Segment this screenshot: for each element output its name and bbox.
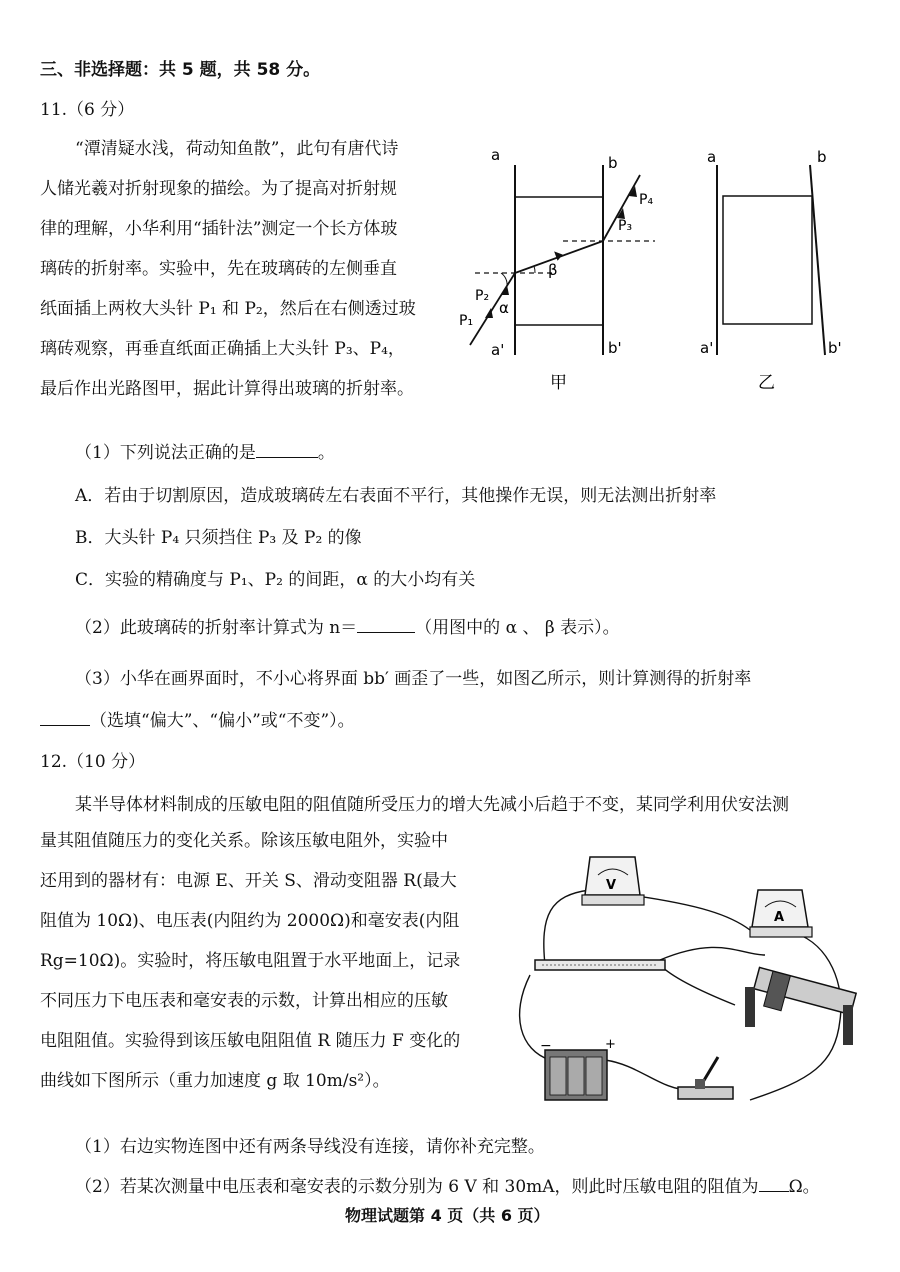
q11-intro-line-3: 律的理解，小华利用“插针法”测定一个长方体玻 (40, 219, 398, 239)
label-alpha: α (499, 299, 509, 317)
q12-line-4: Rg=10Ω)。实验时，将压敏电阻置于水平地面上，记录 (40, 951, 461, 971)
q12-first-line: 某半导体材料制成的压敏电阻的阻值随所受压力的增大先减小后趋于不变，某同学利用伏安法测 (75, 795, 789, 815)
q11-sub1-end: 。 (317, 443, 335, 463)
q11-intro-line-5: 纸面插上两枚大头针 P₁ 和 P₂，然后在右侧透过玻 (40, 299, 416, 319)
wire-resistor-rheostat (660, 965, 735, 1005)
label-b: b (608, 154, 618, 172)
battery-plus: + (605, 1037, 616, 1052)
q11-option-c: C．实验的精确度与 P₁、P₂ 的间距，α 的大小均有关 (75, 570, 476, 590)
q12-line-6: 电阻阻值。实验得到该压敏电阻阻值 R 随压力 F 变化的 (40, 1031, 461, 1051)
figure-jia (459, 146, 655, 393)
label-b-yi: b (817, 148, 827, 166)
q11-sub2-text-end: （用图中的 α 、 β 表示）。 (415, 618, 620, 638)
battery (540, 1037, 616, 1100)
glass-block (515, 197, 603, 325)
ammeter (750, 890, 812, 937)
q11-intro-line-1: “潭清疑水浅，荷动知鱼散”，此句有唐代诗 (75, 139, 399, 159)
wire-battery-switch (605, 1060, 690, 1090)
glass-block-yi (723, 196, 812, 324)
q11-sub3-line2 (40, 706, 355, 731)
circuit-figure (510, 835, 870, 1120)
q11-sub2 (75, 613, 620, 638)
q11-sub1-text: （1）下列说法正确的是 (75, 443, 256, 463)
q11-sub1-blank (256, 441, 318, 458)
label-p4: P₄ (639, 192, 654, 208)
label-b-prime: b' (608, 339, 622, 357)
figure-yi (700, 148, 842, 393)
q12-line-2: 还用到的器材有：电源 E、开关 S、滑动变阻器 R(最大 (40, 871, 457, 891)
rheostat (745, 967, 856, 1045)
q11-intro-line-7: 最后作出光路图甲，据此计算得出玻璃的折射率。 (40, 379, 414, 399)
q12-line-5: 不同压力下电压表和毫安表的示数，计算出相应的压敏 (40, 991, 448, 1011)
angle-beta-arc (534, 266, 535, 273)
q12-line-7: 曲线如下图所示（重力加速度 g 取 10m/s²）。 (40, 1071, 390, 1091)
label-a-prime: a' (491, 341, 505, 359)
q12-number: 12.（10 分） (40, 752, 146, 772)
label-a-prime-yi: a' (700, 339, 714, 357)
pressure-resistor (535, 960, 665, 970)
refraction-figure (455, 140, 865, 400)
q11-sub1 (75, 438, 335, 463)
q11-sub3-blank (40, 709, 90, 726)
q11-sub2-text: （2）此玻璃砖的折射率计算式为 n＝ (75, 618, 358, 638)
q11-intro-line-6: 璃砖观察，再垂直纸面正确插上大头针 P₃、P₄， (40, 339, 405, 359)
q12-line-1: 量其阻值随压力的变化关系。除该压敏电阻外，实验中 (40, 831, 448, 851)
wire-voltmeter-right (630, 895, 750, 930)
page-footer: 物理试题第 4 页（共 6 页） (345, 1206, 550, 1225)
label-p1: P₁ (459, 313, 474, 329)
q12-sub2-unit: Ω。 (788, 1177, 820, 1197)
q11-sub3-line1: （3）小华在画界面时，不小心将界面 bb′ 画歪了一些，如图乙所示，则计算测得的折射率 (75, 669, 752, 689)
arrow-2 (501, 285, 509, 295)
q12-line-3: 阻值为 10Ω)、电压表(内阻约为 2000Ω)和毫安表(内阻 (40, 911, 460, 931)
wire-ammeter-right (750, 933, 841, 1100)
section-header: 三、非选择题：共 5 题，共 58 分。 (40, 60, 321, 80)
q11-number: 11.（6 分） (40, 100, 135, 120)
voltmeter (582, 857, 644, 905)
q11-sub2-blank (357, 616, 415, 633)
switch (678, 1057, 733, 1099)
label-p3: P₃ (618, 218, 633, 234)
q11-option-a: A．若由于切割原因，造成玻璃砖左右表面不平行，其他操作无误，则无法测出折射率 (75, 486, 717, 506)
label-p2: P₂ (475, 288, 490, 304)
ammeter-label: A (774, 910, 785, 925)
q11-option-b: B．大头针 P₄ 只须挡住 P₃ 及 P₂ 的像 (75, 528, 362, 548)
q12-sub2-blank (759, 1175, 789, 1192)
q11-intro-line-2: 人储光羲对折射现象的描绘。为了提高对折射规 (40, 179, 397, 199)
caption-jia: 甲 (550, 373, 567, 393)
voltmeter-label: V (606, 878, 617, 893)
caption-yi: 乙 (758, 373, 775, 393)
q12-sub1: （1）右边实物连图中还有两条导线没有连接，请你补充完整。 (75, 1137, 545, 1157)
label-beta: β (548, 261, 558, 279)
q11-intro-line-4: 璃砖的折射率。实验中，先在玻璃砖的左侧垂直 (40, 259, 397, 279)
q12-sub2-text: （2）若某次测量中电压表和毫安表的示数分别为 6 V 和 30mA，则此时压敏电阻的阻值为 (75, 1177, 759, 1197)
q11-sub3-text-end: （选填“偏大”、“偏小”或“不变”）。 (90, 711, 355, 731)
angle-alpha-arc (501, 273, 507, 286)
wire-resistor-ammeter (660, 947, 765, 960)
label-a-yi: a (707, 148, 717, 166)
label-b-prime-yi: b' (828, 339, 842, 357)
battery-minus: − (540, 1038, 552, 1054)
label-a: a (491, 146, 501, 164)
q12-sub2 (75, 1172, 820, 1197)
